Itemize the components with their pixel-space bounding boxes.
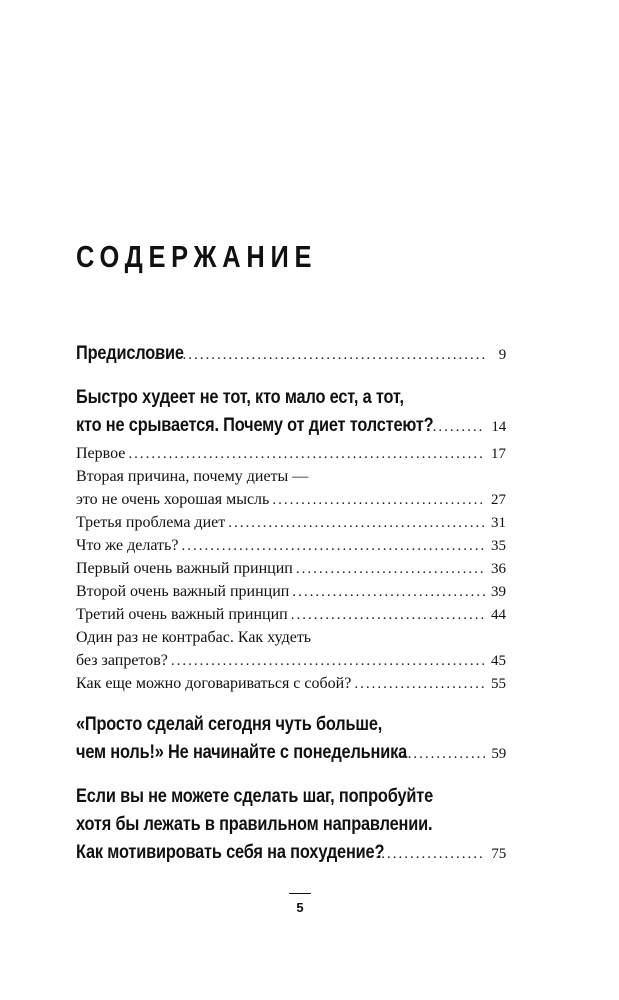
toc-chapter-line bbox=[76, 739, 506, 767]
toc-entry[interactable] bbox=[76, 603, 506, 626]
toc-chapter-line bbox=[76, 711, 506, 739]
toc-section bbox=[76, 711, 506, 767]
toc-entry-line bbox=[76, 442, 506, 465]
toc-entry-line bbox=[76, 580, 506, 603]
toc-chapter-title: Как мотивировать себя на похудение? bbox=[76, 842, 385, 863]
dot-leader bbox=[402, 740, 485, 768]
toc-chapter[interactable] bbox=[76, 711, 506, 767]
toc-section bbox=[76, 384, 506, 695]
toc-entry-title: Третий очень важный принцип bbox=[76, 606, 288, 623]
toc-entry-title: Вторая причина, почему диеты — bbox=[76, 468, 309, 485]
dot-leader bbox=[128, 443, 485, 466]
dot-leader bbox=[433, 413, 485, 441]
toc-entry-title: это не очень хорошая мысль bbox=[76, 491, 270, 508]
toc-page-number: 55 bbox=[491, 676, 506, 692]
footer-rule bbox=[289, 893, 311, 894]
toc-chapter[interactable] bbox=[76, 384, 506, 440]
toc-chapter-line bbox=[76, 412, 506, 440]
toc-entry[interactable] bbox=[76, 465, 506, 511]
dot-leader bbox=[228, 512, 485, 535]
toc-entry[interactable] bbox=[76, 442, 506, 465]
toc-entry-line bbox=[76, 511, 506, 534]
toc-chapter-line bbox=[76, 839, 506, 867]
dot-leader bbox=[171, 650, 485, 673]
toc-entry-line bbox=[76, 488, 506, 511]
dot-leader bbox=[375, 840, 485, 868]
toc-chapter-line bbox=[76, 811, 506, 839]
toc-entry-title: Первое bbox=[76, 445, 126, 462]
dot-leader bbox=[292, 581, 485, 604]
toc-chapter-line bbox=[76, 783, 506, 811]
dot-leader bbox=[296, 558, 485, 581]
toc-entry[interactable] bbox=[76, 534, 506, 557]
dot-leader bbox=[142, 341, 485, 369]
toc-page-number: 59 bbox=[491, 746, 506, 762]
page-number: 5 bbox=[296, 900, 304, 915]
page-title: СОДЕРЖАНИЕ bbox=[76, 239, 318, 274]
toc-page-number: 35 bbox=[491, 538, 506, 554]
dot-leader bbox=[181, 535, 485, 558]
toc-entry[interactable] bbox=[76, 672, 506, 695]
dot-leader bbox=[354, 673, 485, 696]
toc-entry-title: Что же делать? bbox=[76, 537, 179, 554]
toc-entry[interactable] bbox=[76, 580, 506, 603]
toc-entry-title: Первый очень важный принцип bbox=[76, 560, 293, 577]
toc-entry-line bbox=[76, 649, 506, 672]
toc-page-number: 75 bbox=[491, 846, 506, 862]
toc-entry[interactable] bbox=[76, 626, 506, 672]
toc-chapter-title: «Просто сделай сегодня чуть больше, bbox=[76, 714, 383, 735]
toc-entry[interactable] bbox=[76, 511, 506, 534]
toc-entry-line bbox=[76, 557, 506, 580]
toc-entry-title: без запретов? bbox=[76, 652, 168, 669]
toc-page-number: 45 bbox=[491, 653, 506, 669]
toc-page-number: 14 bbox=[491, 419, 506, 435]
toc-page-number: 27 bbox=[491, 492, 506, 508]
toc-chapter-title: Если вы не можете сделать шаг, попробуйте bbox=[76, 786, 433, 807]
toc-chapter-title: хотя бы лежать в правильном направлении. bbox=[76, 814, 433, 835]
toc-entry-title: Как еще можно договариваться с собой? bbox=[76, 675, 352, 692]
toc-chapter[interactable] bbox=[76, 340, 506, 368]
toc-entry[interactable] bbox=[76, 557, 506, 580]
toc-entry-line bbox=[76, 465, 506, 488]
toc-subentries bbox=[76, 442, 506, 695]
toc-page-number: 17 bbox=[491, 446, 506, 462]
toc-chapter-title: Быстро худеет не тот, кто мало ест, а тот, bbox=[76, 387, 404, 408]
toc-chapter-line bbox=[76, 340, 506, 368]
toc-entry-line bbox=[76, 626, 506, 649]
toc-chapter[interactable] bbox=[76, 783, 506, 867]
toc-section bbox=[76, 783, 506, 867]
toc-entry-line bbox=[76, 603, 506, 626]
toc-chapter-title: Предисловие bbox=[76, 343, 184, 364]
toc-page-number: 44 bbox=[491, 607, 506, 623]
dot-leader bbox=[272, 489, 485, 512]
toc-chapter-title: чем ноль!» Не начинайте с понедельника bbox=[76, 742, 408, 763]
toc-page-number: 9 bbox=[498, 347, 506, 363]
toc-chapter-line bbox=[76, 384, 506, 412]
dot-leader bbox=[291, 604, 485, 627]
table-of-contents bbox=[76, 340, 506, 883]
toc-page-number: 31 bbox=[491, 515, 506, 531]
toc-entry-line bbox=[76, 534, 506, 557]
toc-entry-title: Третья проблема диет bbox=[76, 514, 226, 531]
toc-entry-line bbox=[76, 672, 506, 695]
toc-entry-title: Второй очень важный принцип bbox=[76, 583, 290, 600]
toc-entry-title: Один раз не контрабас. Как худеть bbox=[76, 629, 312, 646]
toc-page-number: 36 bbox=[491, 561, 506, 577]
toc-page-number: 39 bbox=[491, 584, 506, 600]
toc-chapter-title: кто не срывается. Почему от диет толстеют? bbox=[76, 415, 434, 436]
toc-section bbox=[76, 340, 506, 368]
